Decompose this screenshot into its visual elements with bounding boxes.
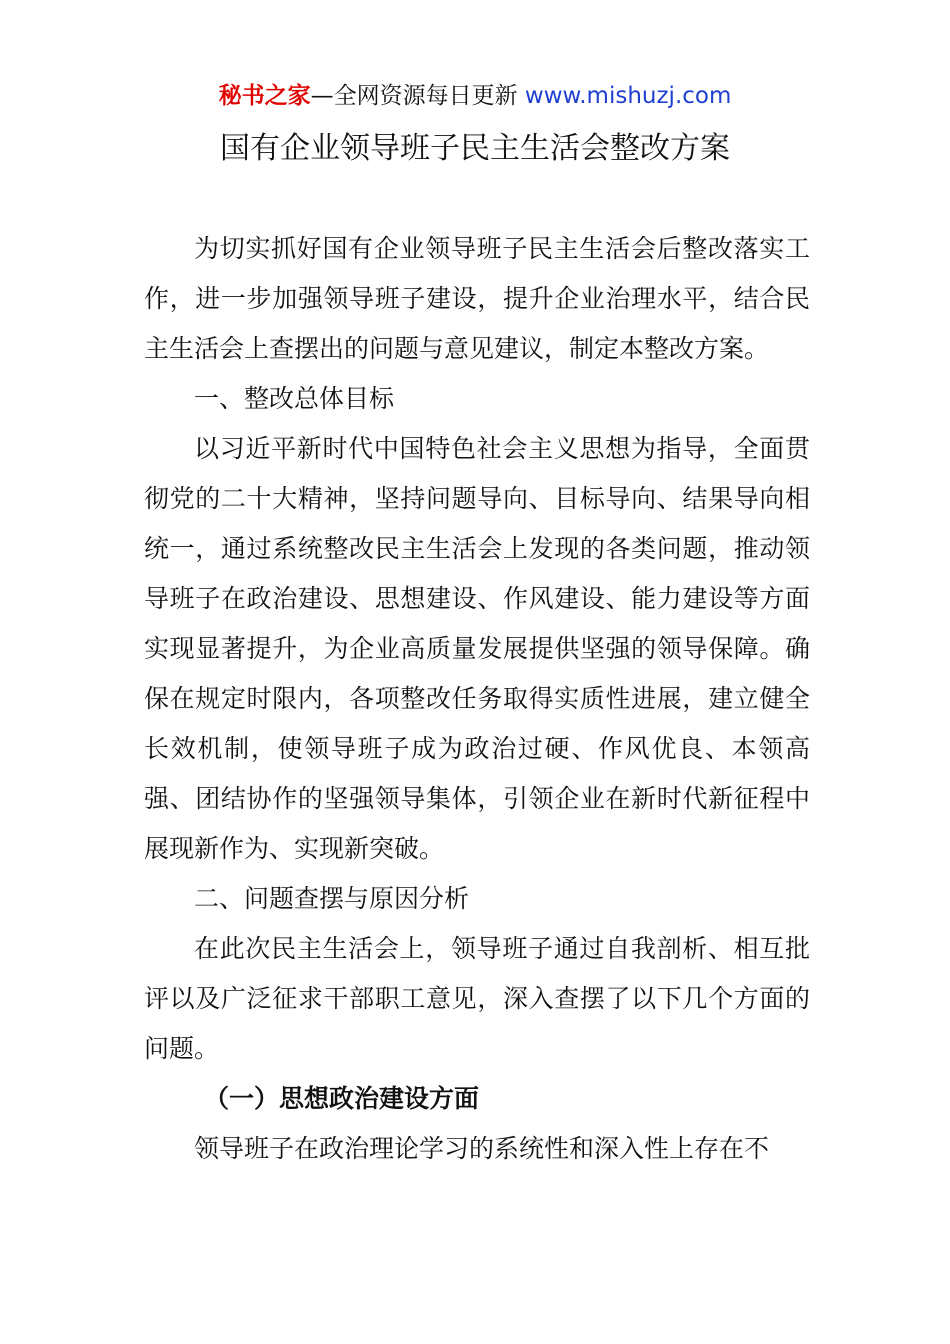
site-link[interactable]: www.mishuzj.com <box>524 83 732 109</box>
document-title: 国有企业领导班子民主生活会整改方案 <box>220 131 730 166</box>
brand-name: 秘书之家 <box>218 83 311 109</box>
problem-intro-paragraph: 在此次民主生活会上，领导班子通过自我剖析、相互批评以及广泛征求干部职工意见，深入查摆了以下几个方面的问题。 <box>144 934 810 1063</box>
section-heading-1: 一、整改总体目标 <box>194 384 395 413</box>
brand-tagline: —全网资源每日更新 <box>310 83 525 109</box>
political-paragraph: 领导班子在政治理论学习的系统性和深入性上存在不 <box>194 1134 770 1163</box>
section-heading-2: 二、问题查摆与原因分析 <box>194 884 470 913</box>
watermark-header <box>0 78 950 114</box>
document-body <box>144 224 810 1174</box>
intro-paragraph: 为切实抓好国有企业领导班子民主生活会后整改落实工作，进一步加强领导班子建设，提升企业治理水平，结合民主生活会上查摆出的问题与意见建议，制定本整改方案。 <box>144 234 810 363</box>
subsection-heading-1: （一）思想政治建设方面 <box>204 1084 480 1113</box>
goal-paragraph: 以习近平新时代中国特色社会主义思想为指导，全面贯彻党的二十大精神，坚持问题导向、目标导向、结果导向相统一，通过系统整改民主生活会上发现的各类问题，推动领导班子在政治建设、思想建设、作风建设、能力建设等方面实现显著提升，为企业高质量发展提供坚强的领导保障。确保在规定时限内，各项整改任务取得实质性进展，建立健全长效机制，使领导班子成为政治过硬、作风优良、本领高强、团结协作的坚强领导集体，引领企业在新时代新征程中展现新作为、实现新突破。 <box>144 434 810 863</box>
